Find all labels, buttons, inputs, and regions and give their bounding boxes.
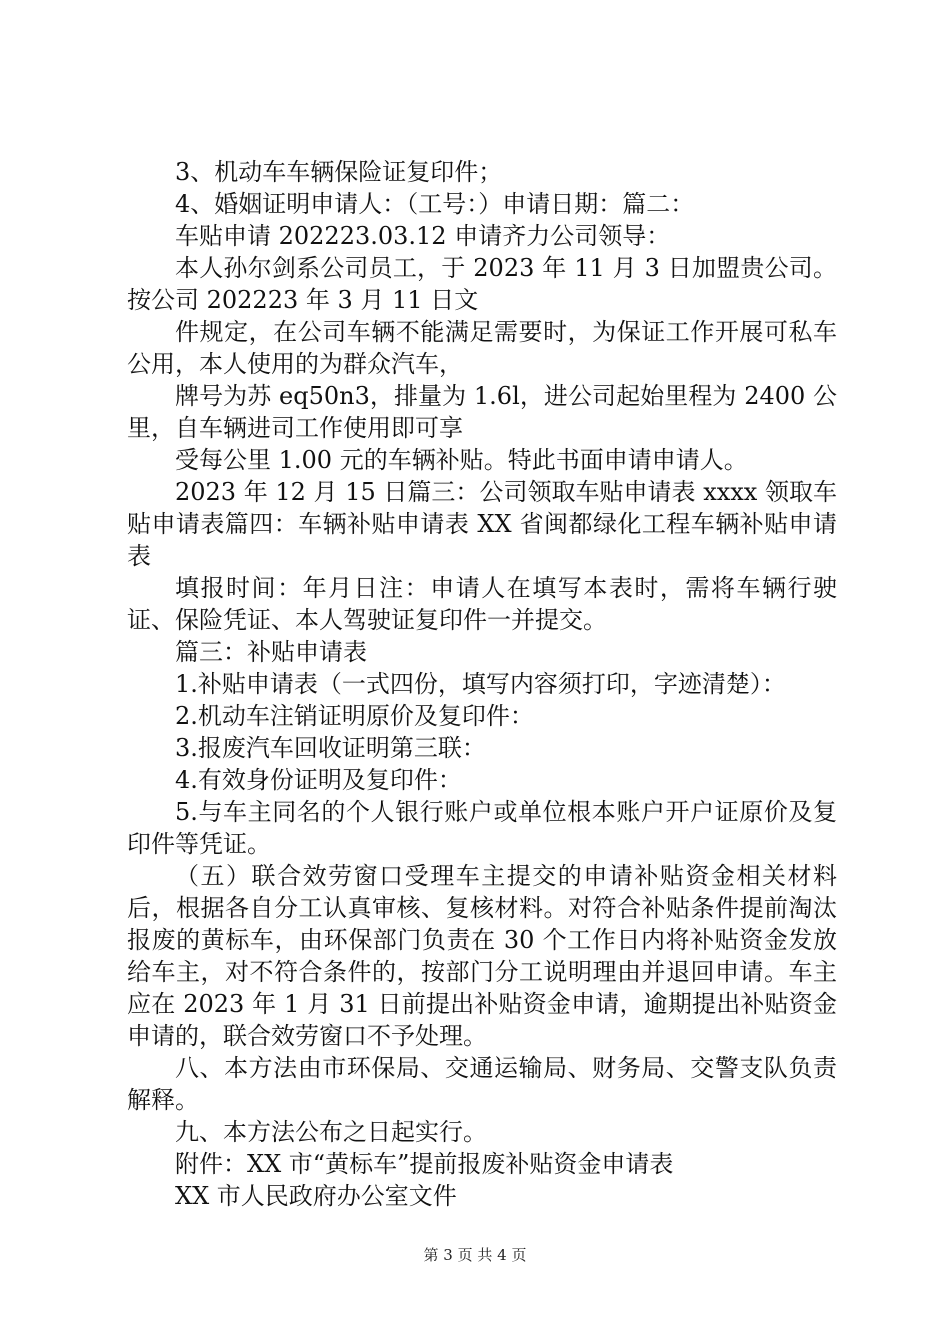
list-item: 2.机动车注销证明原价及复印件： bbox=[175, 702, 534, 730]
issuer-line: XX 市人民政府办公室文件 bbox=[175, 1182, 457, 1210]
paragraph: 4、婚姻证明申请人：（工号：）申请日期：篇二： bbox=[175, 190, 695, 218]
list-item: 4.有效身份证明及复印件： bbox=[175, 766, 462, 794]
paragraph: （五）联合效劳窗口受理车主提交的申请补贴资金相关材料后，根据各自分工认真审核、复核材料。对符合补贴条件提前淘汰报废的黄标车，由环保部门负责在 30 个工作日内将补贴资金发放给车主，对不符合条件的，按部门分工说明理由并退回申请。车主应在 2023 年 1 月 31 日前提出补贴资金申请，逾期提出补贴资金申请的，联合效劳窗口不予处理。 bbox=[127, 862, 837, 1050]
list-item: 3.报废汽车回收证明第三联： bbox=[175, 734, 486, 762]
list-item: 5.与车主同名的个人银行账户或单位根本账户开户证原价及复印件等凭证。 bbox=[127, 798, 837, 858]
section-heading: 篇三：补贴申请表 bbox=[175, 638, 367, 666]
attachment-line: 附件：XX 市“黄标车”提前报废补贴资金申请表 bbox=[175, 1150, 674, 1178]
paragraph: 2023 年 12 月 15 日篇三：公司领取车贴申请表 xxxx 领取车贴申请表篇四：车辆补贴申请表 XX 省闽都绿化工程车辆补贴申请表 bbox=[127, 478, 837, 570]
paragraph: 车贴申请 202223.03.12 申请齐力公司领导： bbox=[175, 222, 671, 250]
page-number-footer: 第 3 页 共 4 页 bbox=[423, 1246, 527, 1264]
paragraph: 填报时间：年月日注：申请人在填写本表时，需将车辆行驶证、保险凭证、本人驾驶证复印件一并提交。 bbox=[127, 574, 837, 634]
paragraph: 牌号为苏 eq50n3，排量为 1.6l，进公司起始里程为 2400 公里，自车辆进司工作使用即可享 bbox=[127, 382, 837, 442]
paragraph: 本人孙尔剑系公司员工，于 2023 年 11 月 3 日加盟贵公司。按公司 202223 年 3 月 11 日文 bbox=[127, 254, 837, 314]
paragraph: 九、本方法公布之日起实行。 bbox=[175, 1118, 487, 1146]
paragraph: 八、本方法由市环保局、交通运输局、财务局、交警支队负责解释。 bbox=[127, 1054, 837, 1114]
list-item: 1.补贴申请表（一式四份，填写内容须打印，字迹清楚）： bbox=[175, 670, 786, 698]
paragraph: 件规定，在公司车辆不能满足需要时，为保证工作开展可私车公用，本人使用的为群众汽车， bbox=[127, 318, 837, 378]
paragraph: 3、机动车车辆保险证复印件； bbox=[175, 158, 503, 186]
paragraph: 受每公里 1.00 元的车辆补贴。特此书面申请申请人。 bbox=[175, 446, 748, 474]
document-body bbox=[127, 156, 837, 1212]
